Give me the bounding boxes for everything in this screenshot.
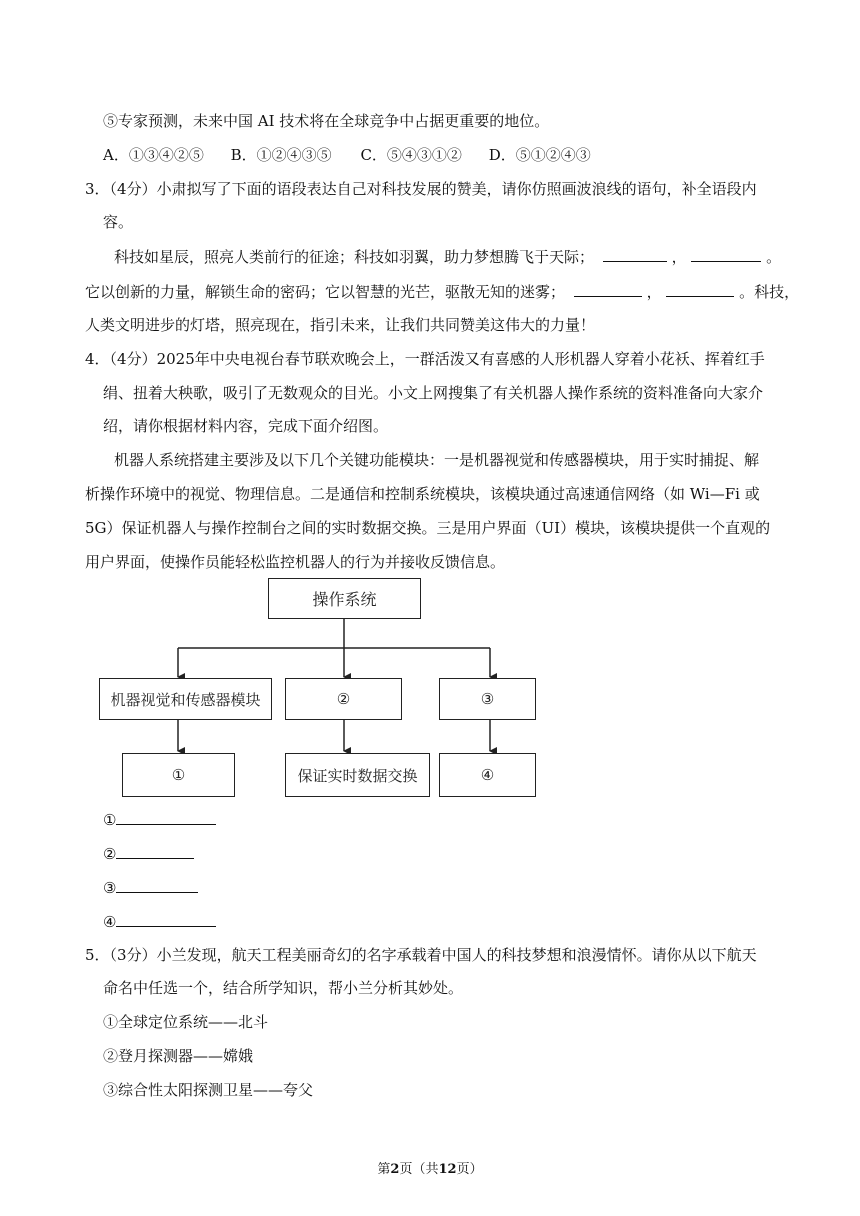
material-line-2: 析操作环境中的视觉、物理信息。二是通信和控制系统模块，该模块通过高速通信网络（如 Wi—Fi 或 xyxy=(85,485,760,503)
question-5-item-1: ①全球定位系统——北斗 xyxy=(103,1013,269,1031)
line-item-5: ⑤专家预测，未来中国 AI 技术将在全球竞争中占据更重要的地位。 xyxy=(103,112,550,130)
diagram-root-label: 操作系统 xyxy=(312,590,377,609)
q3-text-1: 科技如星辰，照亮人类前行的征途；科技如羽翼，助力梦想腾飞于天际； xyxy=(114,248,595,266)
diagram-module-2-label: ② xyxy=(336,690,351,708)
q3-comma-2: ， xyxy=(646,283,662,301)
option-b: B．①②④③⑤ xyxy=(230,146,332,164)
diagram-root-box xyxy=(268,578,421,619)
question-3-line-2: 容。 xyxy=(103,213,134,231)
diagram-module-2-box[interactable] xyxy=(285,678,402,720)
answer-line-4 xyxy=(103,911,216,932)
question-4-line-1: 4．（4分）2025年中央电视台春节联欢晚会上，一群活泼又有喜感的人形机器人穿着小花袄、挥着红手 xyxy=(85,350,765,368)
option-d: D．⑤①②④③ xyxy=(488,146,591,164)
answer-4-blank[interactable] xyxy=(116,911,216,927)
footer-page-number: 2 xyxy=(390,1162,400,1177)
question-5-line-1: 5．（3分）小兰发现，航天工程美丽奇幻的名字承载着中国人的科技梦想和浪漫情怀。请你从以下航天 xyxy=(85,946,757,964)
question-4-line-3: 绍，请你根据材料内容，完成下面介绍图。 xyxy=(103,417,389,435)
answer-1-label: ① xyxy=(103,811,117,829)
answer-line-1 xyxy=(103,809,216,830)
q3-text-3: 。科技， xyxy=(739,283,800,301)
diagram-module-1-label: 机器视觉和传感器模块 xyxy=(110,690,261,709)
answer-line-3 xyxy=(103,877,198,898)
footer-total-pages: 12 xyxy=(438,1162,457,1177)
answer-4-label: ④ xyxy=(103,913,117,931)
footer-middle: 页（共 xyxy=(399,1162,439,1177)
footer-suffix: 页） xyxy=(456,1162,483,1177)
page-footer xyxy=(0,1158,860,1177)
answer-3-blank[interactable] xyxy=(116,877,198,893)
option-c: C．⑤④③①② xyxy=(360,146,462,164)
diagram-child-3-box[interactable] xyxy=(439,753,536,797)
diagram-child-3-label: ④ xyxy=(480,766,495,784)
diagram-child-2-box xyxy=(285,753,430,797)
material-line-1: 机器人系统搭建主要涉及以下几个关键功能模块：一是机器视觉和传感器模块，用于实时捕捉、解 xyxy=(114,451,760,469)
question-3-line-1: 3．（4分）小肃拟写了下面的语段表达自己对科技发展的赞美，请你仿照画波浪线的语句，补全语段内 xyxy=(85,180,757,198)
answer-line-2 xyxy=(103,843,194,864)
diagram-child-1-box[interactable] xyxy=(122,753,235,797)
q3-comma-1: ， xyxy=(671,248,687,266)
question-5-item-2: ②登月探测器——嫦娥 xyxy=(103,1047,254,1065)
question-4-line-2: 绢、扭着大秧歌，吸引了无数观众的目光。小文上网搜集了有关机器人操作系统的资料准备向大家介 xyxy=(103,384,764,402)
q3-text-2: 它以创新的力量，解锁生命的密码；它以智慧的光芒，驱散无知的迷雾； xyxy=(85,283,566,301)
diagram-module-3-label: ③ xyxy=(480,690,495,708)
diagram-child-1-label: ① xyxy=(171,766,186,784)
answer-3-label: ③ xyxy=(103,879,117,897)
option-a: A．①③④②⑤ xyxy=(103,146,204,164)
diagram-child-2-label: 保证实时数据交换 xyxy=(297,766,418,785)
question-5-item-3: ③综合性太阳探测卫星——夸父 xyxy=(103,1081,314,1099)
answer-2-blank[interactable] xyxy=(116,843,194,859)
material-line-3: 5G）保证机器人与操作控制台之间的实时数据交换。三是用户界面（UI）模块，该模块提供一个直观的 xyxy=(85,519,771,537)
question-5-line-2: 命名中任选一个，结合所学知识，帮小兰分析其妙处。 xyxy=(103,979,464,997)
diagram-module-1-box xyxy=(99,678,272,720)
question-3-line-5: 人类文明进步的灯塔，照亮现在，指引未来，让我们共同赞美这伟大的力量！ xyxy=(85,316,596,334)
q3-period-1: 。 xyxy=(766,248,782,266)
material-line-4: 用户界面，使操作员能轻松监控机器人的行为并接收反馈信息。 xyxy=(85,553,506,571)
answer-2-label: ② xyxy=(103,845,117,863)
diagram-module-3-box[interactable] xyxy=(439,678,536,720)
footer-prefix: 第 xyxy=(377,1162,391,1177)
answer-1-blank[interactable] xyxy=(116,809,216,825)
